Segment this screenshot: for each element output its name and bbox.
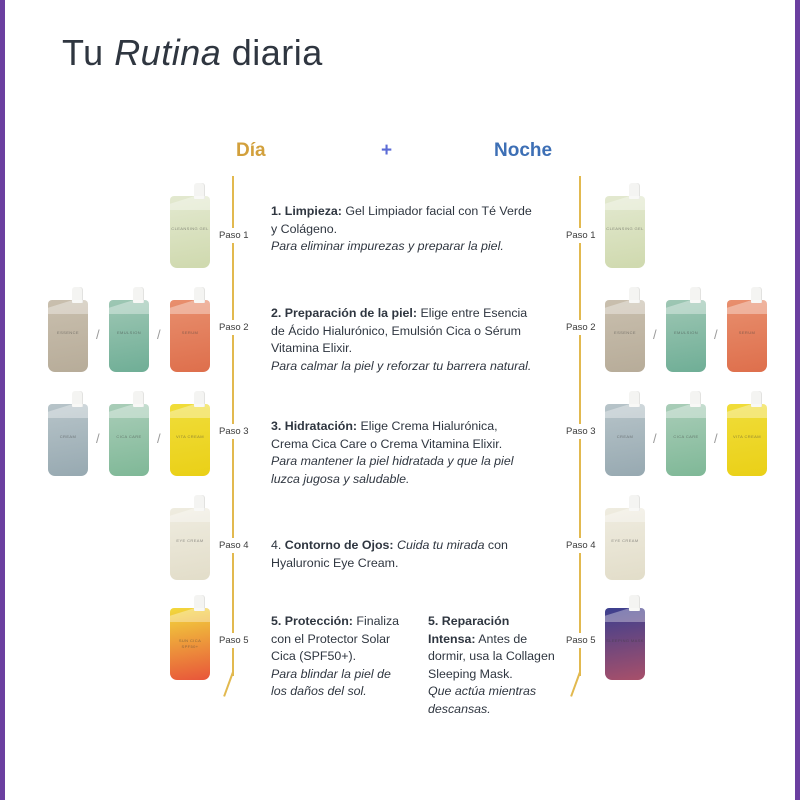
step-label-night-2: Paso 2: [563, 320, 599, 335]
product-label: CREAM: [59, 434, 77, 439]
product-pouch-protector-solar-cica-day[interactable]: [170, 608, 210, 680]
step-text-2-bold: 2. Preparación de la piel:: [271, 306, 417, 320]
pouch-shoulder: [109, 404, 149, 418]
pouch-shoulder: [666, 404, 706, 418]
product-pouch-gel-limpiador-te-verde-night[interactable]: [605, 196, 645, 268]
product-label: VITA CREAM: [733, 434, 761, 439]
pouch-shoulder: [605, 508, 645, 522]
pouch-shoulder: [170, 404, 210, 418]
step-label-night-4: Paso 4: [563, 538, 599, 553]
step-label-night-3: Paso 3: [563, 424, 599, 439]
step-text-2: [271, 305, 533, 375]
step-text-3-italic: Para mantener la piel hidratada y que la piel luzca jugosa y saludable.: [271, 454, 514, 486]
step-text-1: [271, 203, 533, 256]
product-pouch-emulsion-cica-night[interactable]: [666, 300, 706, 372]
product-label: CLEANSING GEL: [606, 226, 644, 231]
step-text-1-normal: Gel Limpiador facial con Té Verde y Colágeno.: [271, 204, 532, 236]
product-pouch-crema-cica-care-day[interactable]: [109, 404, 149, 476]
column-header-plus: +: [381, 140, 393, 161]
step-label-night-5: Paso 5: [563, 633, 599, 648]
step-text-5-day-bold: 5. Protección:: [271, 614, 353, 628]
page-title-part-2: diaria: [221, 32, 323, 73]
pouch-shoulder: [170, 508, 210, 522]
pouch-shoulder: [109, 300, 149, 314]
product-label: VITA CREAM: [176, 434, 204, 439]
product-label: EYE CREAM: [176, 538, 204, 543]
separator-slash: /: [96, 431, 100, 446]
step-text-4-bold: Contorno de Ojos:: [284, 538, 394, 552]
product-label: EMULSION: [116, 330, 142, 335]
product-pouch-crema-vitamina-elixir-night[interactable]: [727, 404, 767, 476]
step-text-3-bold: 3. Hidratación:: [271, 419, 358, 433]
product-pouch-hyaluronic-eye-cream-night[interactable]: [605, 508, 645, 580]
product-pouch-gel-limpiador-te-verde-day[interactable]: [170, 196, 210, 268]
product-label: SERUM: [738, 330, 756, 335]
pouch-shoulder: [605, 608, 645, 622]
product-pouch-esencia-acido-hialuronico-day[interactable]: [48, 300, 88, 372]
product-pouch-esencia-acido-hialuronico-night[interactable]: [605, 300, 645, 372]
product-label: EMULSION: [673, 330, 699, 335]
product-label: EYE CREAM: [611, 538, 639, 543]
pouch-shoulder: [666, 300, 706, 314]
pouch-shoulder: [170, 300, 210, 314]
product-label: ESSENCE: [614, 330, 636, 335]
step-text-4-prefix: 4.: [271, 538, 285, 552]
step-text-1-bold: 1. Limpieza:: [271, 204, 342, 218]
product-label: CICA CARE: [116, 434, 142, 439]
step-text-5-day-normal: Finaliza con el Protector Solar Cica (SPF50+).: [271, 614, 400, 664]
product-pouch-crema-hialuronica-day[interactable]: [48, 404, 88, 476]
step-label-day-2: Paso 2: [216, 320, 252, 335]
step-text-5-night-bold: 5. Reparación Intensa:: [428, 614, 510, 646]
pouch-shoulder: [605, 404, 645, 418]
step-text-5-night: [428, 613, 558, 719]
separator-slash: /: [714, 431, 718, 446]
product-label: SUN CICA SPF50+: [178, 638, 202, 649]
product-pouch-serum-vitamina-elixir-night[interactable]: [727, 300, 767, 372]
step-text-2-italic: Para calmar la piel y reforzar tu barrera natural.: [271, 358, 532, 373]
separator-slash: /: [157, 431, 161, 446]
step-text-3-normal: Elige Crema Hialurónica, Crema Cica Care o Crema Vitamina Elixir.: [271, 419, 503, 451]
separator-slash: /: [653, 431, 657, 446]
pouch-shoulder: [170, 196, 210, 210]
page-title: [62, 32, 323, 74]
product-pouch-crema-hialuronica-night[interactable]: [605, 404, 645, 476]
column-header-day: Día: [236, 140, 266, 161]
page-title-part-1: Tu: [62, 32, 115, 73]
product-pouch-emulsion-cica-day[interactable]: [109, 300, 149, 372]
left-purple-border: [0, 0, 5, 800]
step-label-day-1: Paso 1: [216, 228, 252, 243]
step-label-day-5: Paso 5: [216, 633, 252, 648]
page-title-italic: Rutina: [114, 32, 222, 73]
step-text-5-day-italic: Para blindar la piel de los daños del sol.: [271, 666, 391, 699]
pouch-shoulder: [170, 608, 210, 622]
pouch-shoulder: [727, 404, 767, 418]
product-pouch-crema-vitamina-elixir-day[interactable]: [170, 404, 210, 476]
separator-slash: /: [157, 327, 161, 342]
step-text-5-day: [271, 613, 408, 701]
product-label: CREAM: [616, 434, 634, 439]
product-label: SERUM: [181, 330, 199, 335]
separator-slash: /: [653, 327, 657, 342]
product-pouch-collagen-sleeping-mask-night[interactable]: [605, 608, 645, 680]
product-label: CLEANSING GEL: [171, 226, 209, 231]
day-flow-line-tail: [223, 672, 234, 697]
step-text-2-normal: Elige entre Esencia de Ácido Hialurónico, Emulsión Cica o Sérum Vitamina Elixir.: [271, 306, 528, 356]
product-label: SLEEPING MASK: [606, 638, 644, 643]
pouch-shoulder: [605, 300, 645, 314]
product-label: ESSENCE: [57, 330, 79, 335]
separator-slash: /: [714, 327, 718, 342]
pouch-shoulder: [48, 404, 88, 418]
product-pouch-serum-vitamina-elixir-day[interactable]: [170, 300, 210, 372]
product-pouch-hyaluronic-eye-cream-day[interactable]: [170, 508, 210, 580]
column-header-night: Noche: [494, 140, 553, 161]
product-label: CICA CARE: [673, 434, 699, 439]
right-purple-border: [795, 0, 800, 800]
step-label-night-1: Paso 1: [563, 228, 599, 243]
step-text-4-italic: Cuida tu mirada: [393, 538, 485, 552]
product-pouch-crema-cica-care-night[interactable]: [666, 404, 706, 476]
step-text-5-night-normal: Antes de dormir, usa la Collagen Sleeping Mask.: [428, 631, 555, 681]
step-text-3: [271, 418, 533, 488]
pouch-shoulder: [727, 300, 767, 314]
separator-slash: /: [96, 327, 100, 342]
step-label-day-3: Paso 3: [216, 424, 252, 439]
night-flow-line-tail: [570, 672, 581, 697]
pouch-shoulder: [48, 300, 88, 314]
pouch-shoulder: [605, 196, 645, 210]
step-text-1-italic: Para eliminar impurezas y preparar la piel.: [271, 239, 504, 254]
step-text-4: [271, 537, 533, 572]
step-text-5-night-italic: Que actúa mientras descansas.: [428, 684, 537, 717]
step-label-day-4: Paso 4: [216, 538, 252, 553]
step-text-4-normal: con Hyaluronic Eye Cream.: [271, 538, 508, 570]
